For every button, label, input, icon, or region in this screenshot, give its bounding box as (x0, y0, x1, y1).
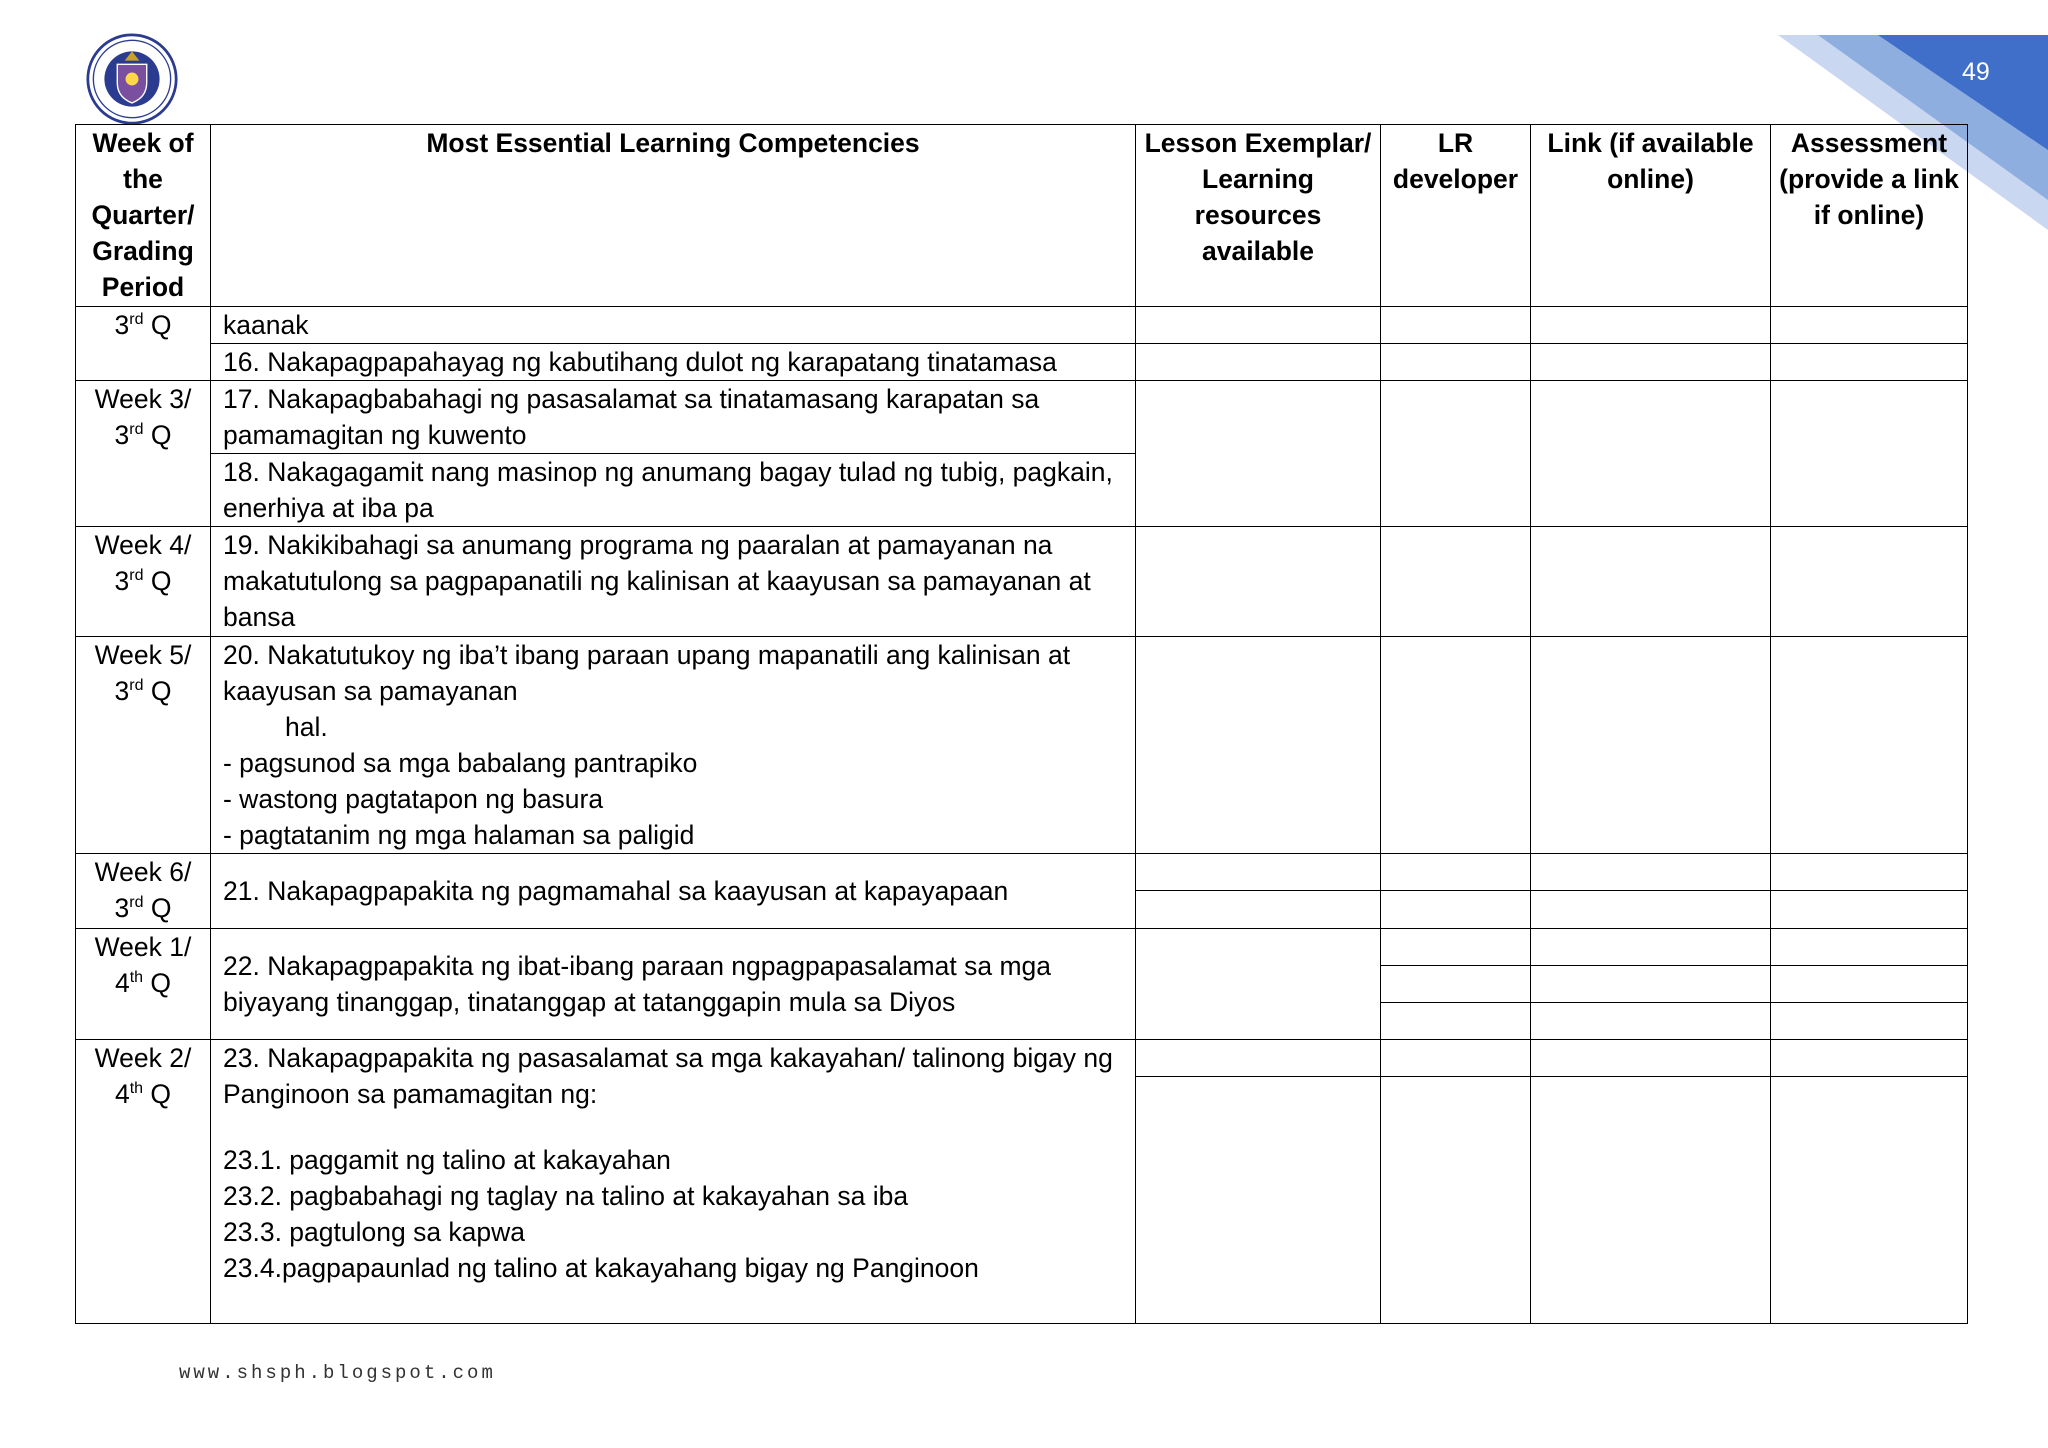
week-cell: 3rd Q (76, 306, 211, 380)
competency-cell: 20. Nakatutukoy ng iba’t ibang paraan upang mapanatili ang kalinisan at kaayusan sa pamayanan hal. - pagsunod sa mga babalang pantrapiko - wastong pagtatapon ng basura - pagtatanim ng mga halaman sa paligid (211, 636, 1136, 854)
list-item: - pagsunod sa mga babalang pantrapiko (223, 747, 698, 778)
competency-cell: 23. Nakapagpapakita ng pasasalamat sa mga kakayahan/ talinong bigay ng Panginoon sa pamamagitan ng: 23.1. paggamit ng talino at kakayahan 23.2. pagbabahagi ng taglay na talino at kakayahan sa iba 23.3. pagtulong sa kapwa 23.4.pagpapaunlad ng talino at kakayahang bigay ng Panginoon (211, 1039, 1136, 1323)
competency-cell: 22. Nakapagpapakita ng ibat-ibang paraan ngpagpapasalamat sa mga biyayang tinanggap, tinatanggap at tatanggapin mula sa Diyos (211, 928, 1136, 1039)
week-cell: Week 4/ 3rd Q (76, 527, 211, 636)
competency-cell: 16. Nakapagpapahayag ng kabutihang dulot ng karapatang tinatamasa (211, 343, 1136, 380)
list-item: 23.2. pagbabahagi ng taglay na talino at kakayahan sa iba (223, 1180, 909, 1211)
header-assessment: Assessment (provide a link if online) (1771, 125, 1968, 307)
week-cell: Week 2/ 4th Q (76, 1039, 211, 1323)
list-item: 23.3. pagtulong sa kapwa (223, 1216, 526, 1247)
week-cell: Week 5/ 3rd Q (76, 636, 211, 854)
deped-seal-logo (86, 33, 178, 125)
competency-cell: 18. Nakagagamit nang masinop ng anumang bagay tulad ng tubig, pagkain, enerhiya at iba pa (211, 454, 1136, 527)
week-cell: Week 3/ 3rd Q (76, 380, 211, 526)
table-row (76, 527, 1968, 636)
week-cell: Week 1/ 4th Q (76, 928, 211, 1039)
list-item: - wastong pagtatapon ng basura (223, 783, 604, 814)
table-row (76, 854, 1968, 891)
list-item: 23.4.pagpapaunlad ng talino at kakayahang bigay ng Panginoon (223, 1252, 979, 1283)
footer-url: www.shsph.blogspot.com (179, 1362, 496, 1384)
competency-cell: 21. Nakapagpapakita ng pagmamahal sa kaayusan at kapayapaan (211, 854, 1136, 928)
competency-cell: kaanak (211, 306, 1136, 343)
week-cell: Week 6/ 3rd Q (76, 854, 211, 928)
header-melc: Most Essential Learning Competencies (211, 125, 1136, 307)
competency-cell: 17. Nakapagbabahagi ng pasasalamat sa tinatamasang karapatan sa pamamagitan ng kuwento (211, 380, 1136, 453)
table-row (76, 636, 1968, 854)
list-item: 23.1. paggamit ng talino at kakayahan (223, 1144, 671, 1175)
list-item: - pagtatanim ng mga halaman sa paligid (223, 819, 695, 850)
header-row (76, 125, 1968, 307)
header-link: Link (if available online) (1531, 125, 1771, 307)
header-lesson-exemplar: Lesson Exemplar/ Learning resources available (1136, 125, 1381, 307)
header-lr-developer: LR developer (1381, 125, 1531, 307)
melc-table (75, 124, 1968, 1324)
table-row (76, 380, 1968, 453)
competency-cell: 19. Nakikibahagi sa anumang programa ng paaralan at pamayanan na makatutulong sa pagpapanatili ng kalinisan at kaayusan sa pamayanan at bansa (211, 527, 1136, 636)
table-row (76, 928, 1968, 965)
example-label: hal. (285, 711, 328, 742)
page-number: 49 (1962, 58, 1990, 86)
header-week: Week of the Quarter/ Grading Period (76, 125, 211, 307)
table-row (76, 306, 1968, 343)
table-row (76, 1039, 1968, 1076)
table-row (76, 343, 1968, 380)
